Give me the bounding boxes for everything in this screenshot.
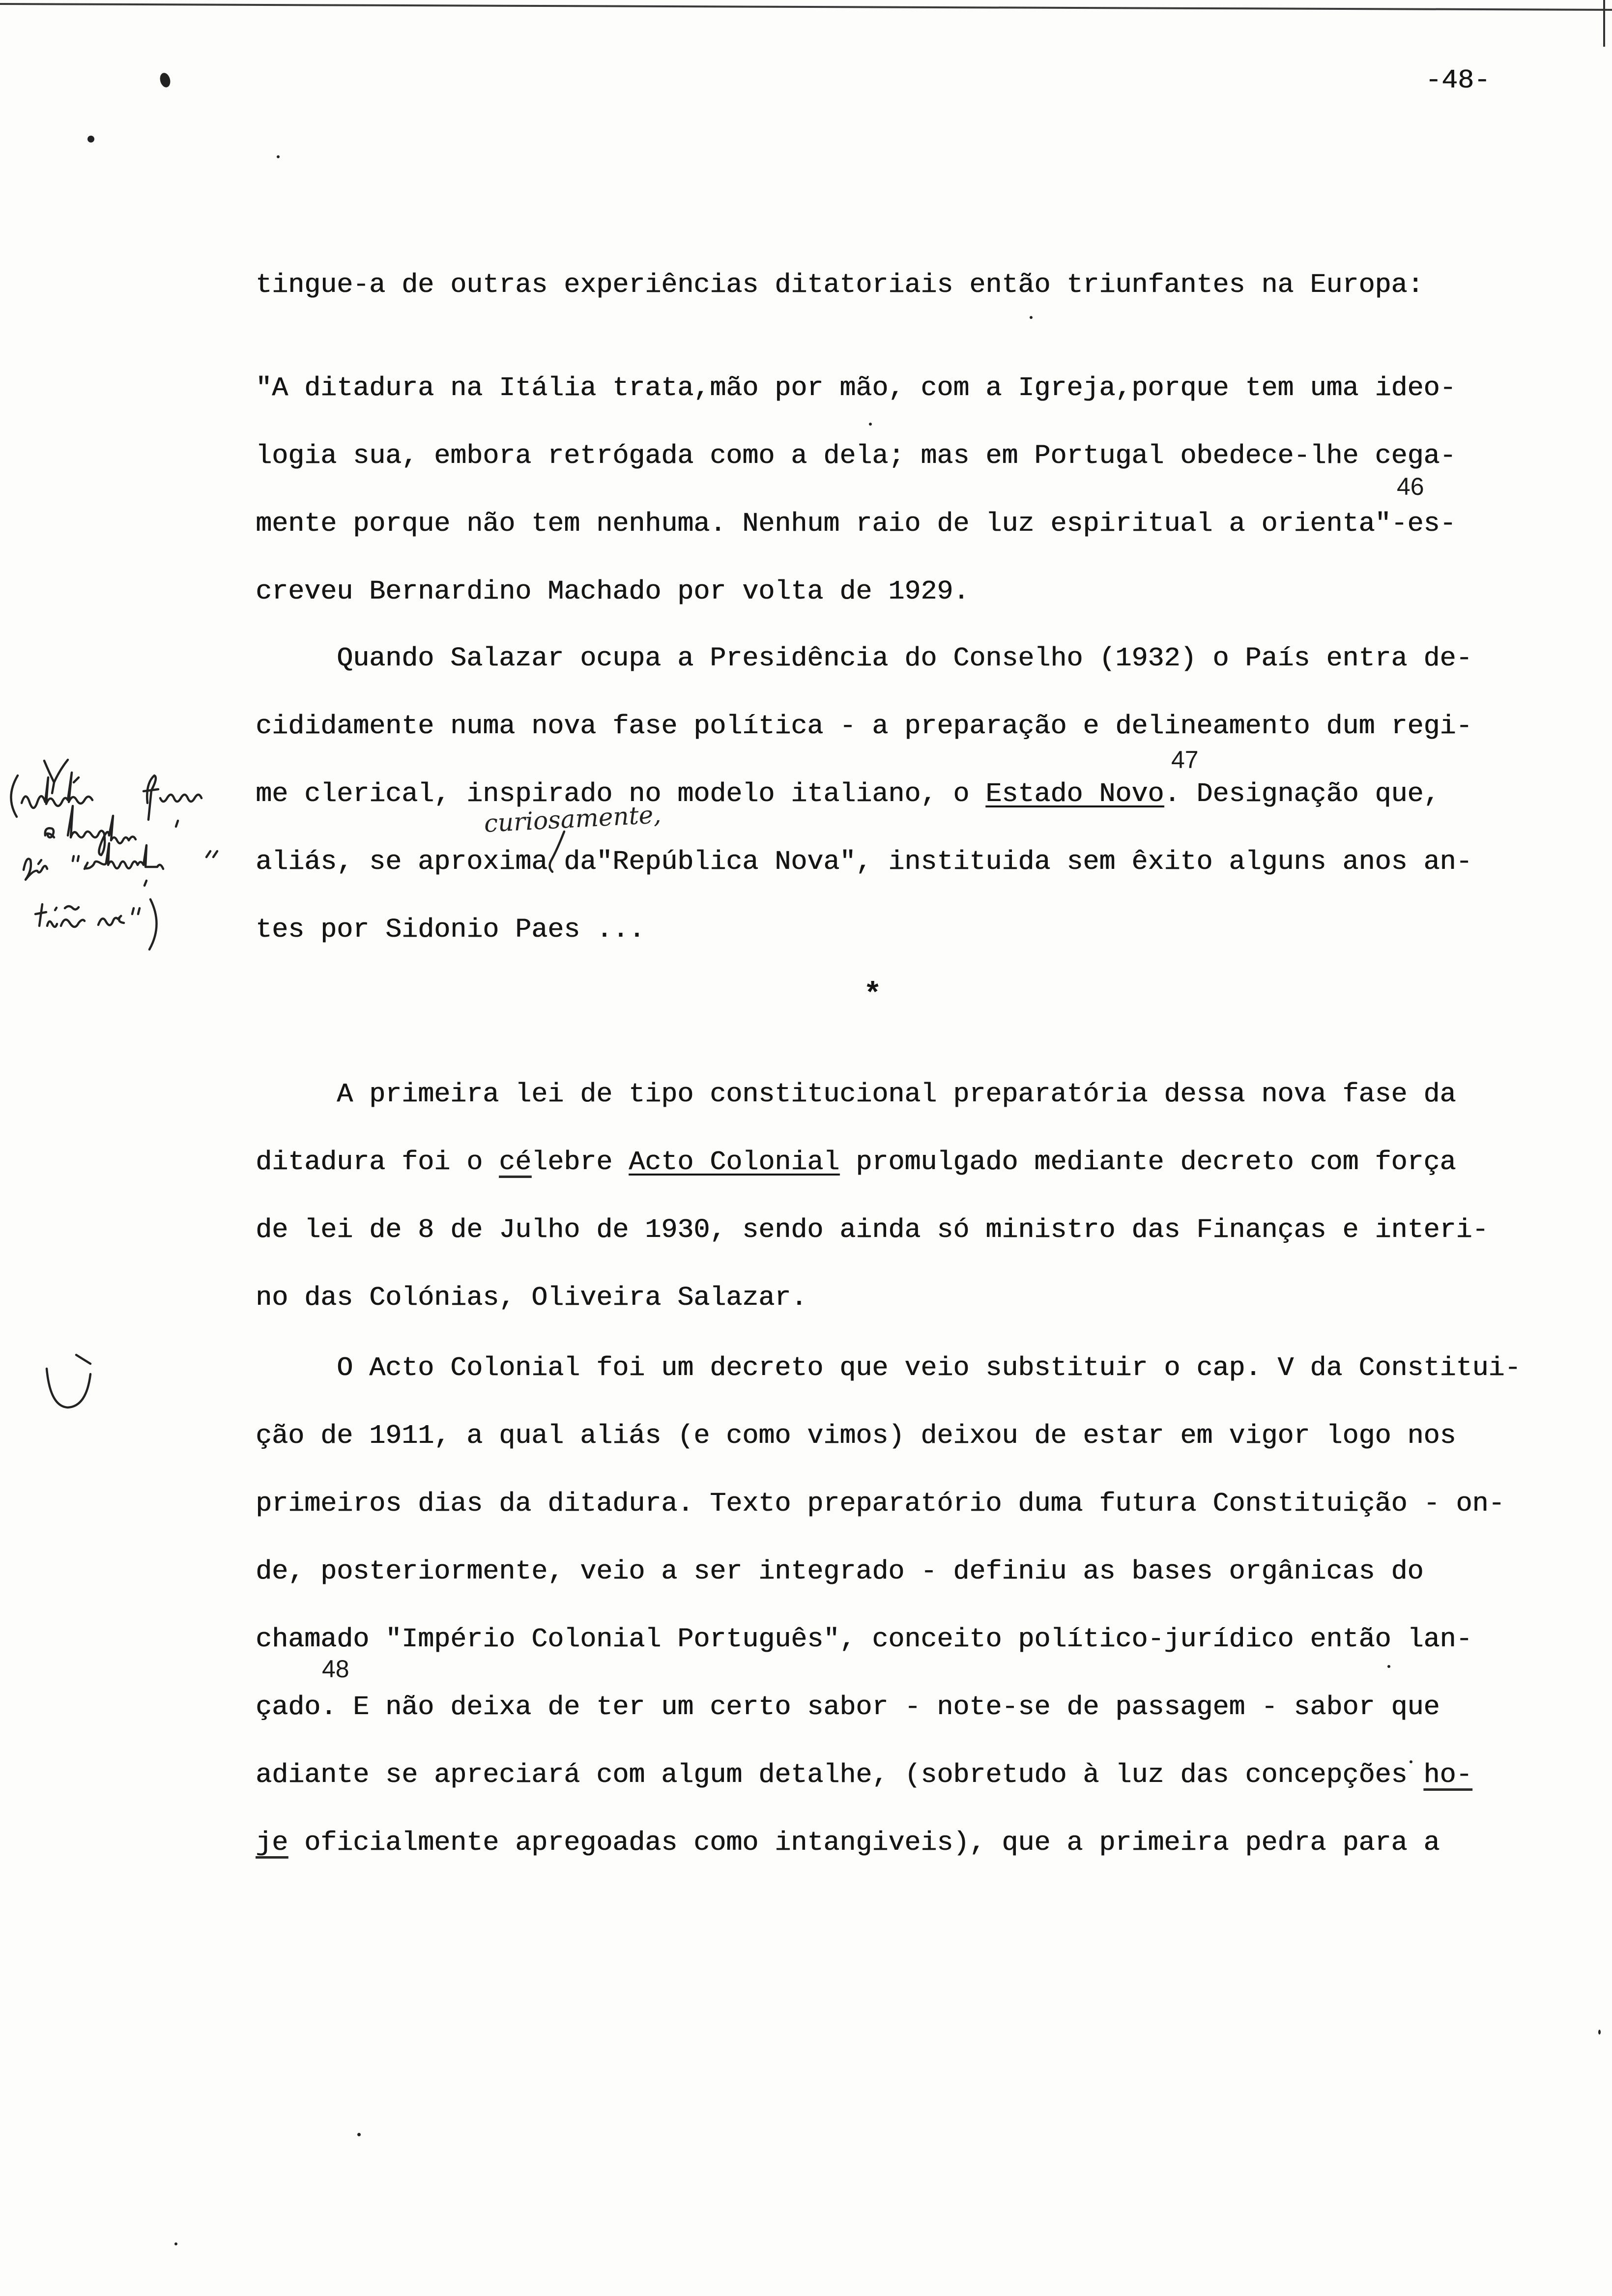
- text-line: de, posteriormente, veio a ser integrado - definiu as bases orgânicas do: [256, 1556, 1424, 1587]
- underlined-term: Estado Novo: [985, 778, 1164, 809]
- ink-blot: [158, 72, 172, 88]
- footnote-ref: 47: [1171, 746, 1199, 774]
- ink-dot: [1598, 2030, 1601, 2035]
- intro-text: [256, 251, 1423, 319]
- scan-edge-top: [0, 0, 1612, 20]
- ink-dot: [174, 2242, 177, 2245]
- handwritten-insertion: curiosamente,: [483, 800, 662, 838]
- text-line: [256, 1741, 1521, 1809]
- text-segment: oficialmente apregoadas como intangiveis), que a primeira pedra para a: [288, 1827, 1440, 1858]
- footnote-ref: 46: [1397, 473, 1424, 500]
- text-line: tes por Sidonio Paes ...: [256, 914, 645, 945]
- text-line: Quando Salazar ocupa a Presidência do Conselho (1932) o País entra de-: [337, 643, 1472, 674]
- section-separator: *: [864, 977, 882, 1012]
- text-line: [256, 1128, 1488, 1196]
- text-segment: ditadura foi o: [256, 1147, 499, 1177]
- text-line: creveu Bernardino Machado por volta de 1929.: [256, 576, 970, 607]
- text-line: de lei de 8 de Julho de 1930, sendo ainda só ministro das Finanças e interi-: [256, 1214, 1489, 1245]
- text-line: A primeira lei de tipo constitucional preparatória dessa nova fase da: [337, 1079, 1456, 1110]
- text-segment: me clerical, inspirado no modelo italiano, o: [256, 778, 986, 809]
- text-line: primeiros dias da ditadura. Texto preparatório duma futura Constituição - on-: [256, 1488, 1505, 1519]
- ink-dot: [357, 2133, 361, 2136]
- text-line: chamado "Império Colonial Português", conceito político-jurídico então lan-: [256, 1624, 1472, 1655]
- text-segment: . Designação que,: [1164, 778, 1440, 809]
- text-line: [256, 1809, 1521, 1877]
- paragraph: [256, 1061, 1488, 1332]
- text-line: O Acto Colonial foi um decreto que veio substituir o cap. V da Constitui-: [337, 1352, 1521, 1383]
- scan-edge-right: [1603, 0, 1605, 47]
- text-line: çado. E não deixa de ter um certo sabor - note-se de passagem - sabor que: [256, 1692, 1440, 1722]
- handwritten-margin-note: [0, 752, 231, 968]
- text-line: no das Colónias, Oliveira Salazar.: [256, 1282, 807, 1313]
- text-line: aliás, se aproxima da"República Nova", instituida sem êxito alguns anos an-: [256, 846, 1472, 877]
- text-line: tingue-a de outras experiências ditatoriais então triunfantes na Europa:: [256, 269, 1424, 300]
- handwritten-underline-segment: ho-: [1423, 1759, 1472, 1790]
- text-segment: promulgado mediante decreto com força: [839, 1147, 1456, 1177]
- text-line: mente porque não tem nenhuma. Nenhum raio de luz espiritual a orienta"-es-: [256, 508, 1456, 539]
- page-number: -48-: [1425, 65, 1491, 96]
- text-line: [256, 760, 1472, 828]
- text-line: ção de 1911, a qual aliás (e como vimos) deixou de estar em vigor logo nos: [256, 1420, 1456, 1451]
- underlined-term: Acto Colonial: [629, 1147, 840, 1177]
- footnote-ref: 48: [322, 1655, 349, 1683]
- paragraph: [256, 625, 1472, 964]
- margin-mark: [39, 1347, 103, 1415]
- ink-dot: [87, 136, 94, 143]
- text-segment: lebre: [531, 1147, 629, 1177]
- text-line: cididamente numa nova fase política - a preparação e delineamento dum regi-: [256, 711, 1472, 742]
- ink-dot: [277, 155, 280, 158]
- handwritten-underline-segment: je: [256, 1827, 288, 1858]
- insertion-caret-mark: [541, 830, 570, 875]
- quote-block: [256, 354, 1456, 626]
- handwritten-underline-segment: cé: [499, 1147, 532, 1177]
- text-line: logia sua, embora retrógada como a dela; mas em Portugal obedece-lhe cega-: [256, 440, 1456, 471]
- paragraph: [256, 1334, 1521, 1877]
- text-line: "A ditadura na Itália trata,mão por mão, com a Igreja,porque tem uma ideo-: [256, 373, 1456, 403]
- text-segment: adiante se apreciará com algum detalhe, (sobretudo à luz das concepções: [256, 1759, 1424, 1790]
